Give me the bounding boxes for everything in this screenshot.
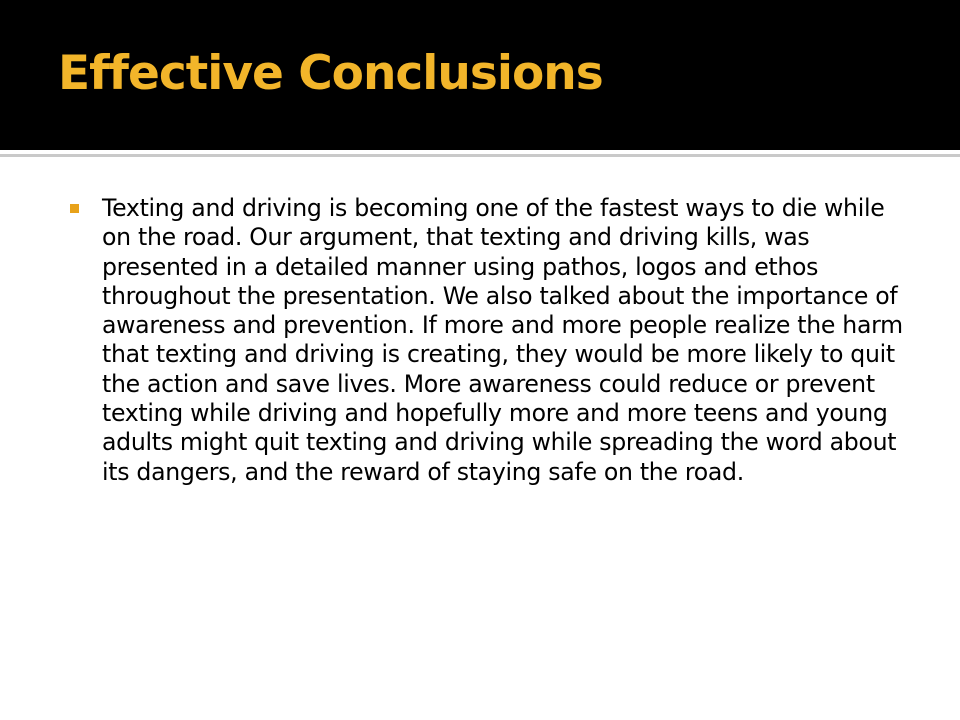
bullet-text: Texting and driving is becoming one of the fastest ways to die while on the road. Our argument, that texting and driving kills, was presented in a detailed manner using pathos, logos and ethos throughout the presentation. We also talked about the importance of awareness and prevention. If more and more people realize the harm that texting and driving is creating, they would be more likely to quit the action and save lives. More awareness could reduce or prevent texting while driving and hopefully more and more teens and young adults might quit texting and driving while spreading the word about its dangers, and the reward of staying safe on the road. xyxy=(102,194,903,486)
title-bar xyxy=(0,0,960,150)
square-bullet-icon xyxy=(70,204,79,213)
slide-content xyxy=(70,194,920,487)
divider-line xyxy=(0,154,960,157)
bullet-item xyxy=(70,194,920,487)
slide-title: Effective Conclusions xyxy=(58,46,603,101)
